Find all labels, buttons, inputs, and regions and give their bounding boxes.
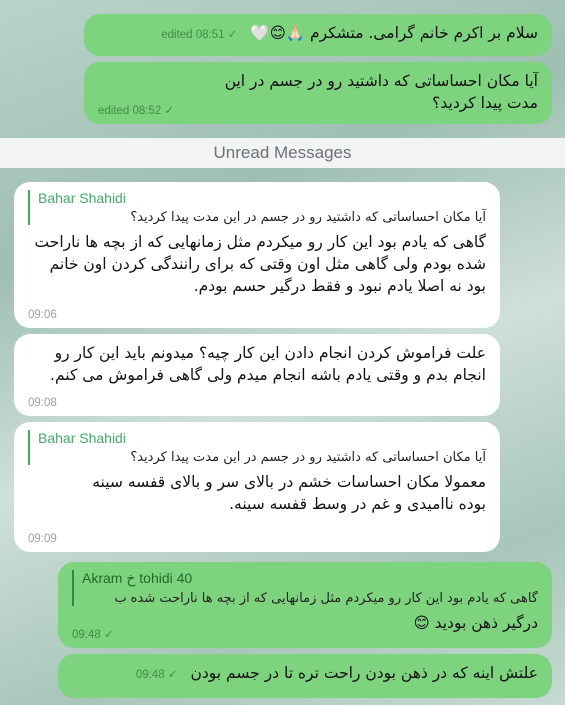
reply-quote[interactable] (72, 570, 538, 606)
reply-quote-text: آیا مکان احساساتی که داشتید رو در جسم در این مدت پیدا کردید؟ (130, 210, 486, 225)
message-text: علت فراموش کردن انجام دادن این کار چیه؟ میدونم باید این کار رو انجام بدم و وقتی یادم باشه انجام میدم ولی گاهی فراموش می کنم. (50, 344, 486, 384)
reply-quote[interactable] (28, 430, 486, 465)
outgoing-message[interactable] (84, 62, 552, 124)
reply-quote[interactable] (28, 190, 486, 225)
message-text: گاهی که یادم بود این کار رو میکردم مثل زمانهایی که از بچه ها ناراحت شده بودم ولی گاهی مثل اون وقتی که برای رانندگی کردن اون خانم بود نه اصلا یادم نبود و فقط درگیر حسم بودم. (34, 233, 486, 295)
reply-quote-text: آیا مکان احساساتی که داشتید رو در جسم در این مدت پیدا کردید؟ (130, 450, 486, 465)
message-time: 09:06 (28, 309, 57, 321)
incoming-message[interactable] (14, 334, 500, 416)
message-time: 09:09 (28, 533, 57, 545)
outgoing-message[interactable] (58, 654, 552, 698)
message-text: درگیر ذهن بودید 😊 (413, 614, 538, 632)
message-meta: 09:48 ✓ (72, 629, 114, 641)
reply-quote-text: گاهی که یادم بود این کار رو میکردم مثل زمانهایی که از بچه ها ناراحت شده ب (114, 591, 538, 606)
message-text: آیا مکان احساساتی که داشتید رو در جسم در این مدت پیدا کردید؟ (224, 72, 538, 112)
message-meta: 09:48 ✓ (135, 669, 178, 681)
message-text: علتش اینه که در ذهن بودن راحت تره تا در جسم بودن (190, 664, 538, 682)
outgoing-message[interactable] (58, 562, 552, 648)
message-meta: edited 08:52 ✓ (98, 105, 175, 117)
unread-messages-divider: Unread Messages (0, 138, 565, 168)
message-text: سلام بر اکرم خانم گرامی. متشکرم 🙏🏻😊🤍 (250, 24, 538, 42)
reply-sender-name: Bahar Shahidi (38, 190, 126, 206)
outgoing-message[interactable] (84, 14, 552, 56)
message-meta: edited 08:51 ✓ (161, 29, 238, 41)
reply-sender-name: Bahar Shahidi (38, 430, 126, 446)
reply-sender-name: Akram خ tohidi 40 (82, 570, 193, 586)
message-time: 09:08 (28, 397, 57, 409)
incoming-message[interactable] (14, 182, 500, 328)
message-text: معمولا مکان احساسات خشم در بالای سر و بالای قفسه سینه بوده ناامیدی و غم در وسط قفسه سینه. (92, 473, 486, 513)
incoming-message[interactable] (14, 422, 500, 552)
